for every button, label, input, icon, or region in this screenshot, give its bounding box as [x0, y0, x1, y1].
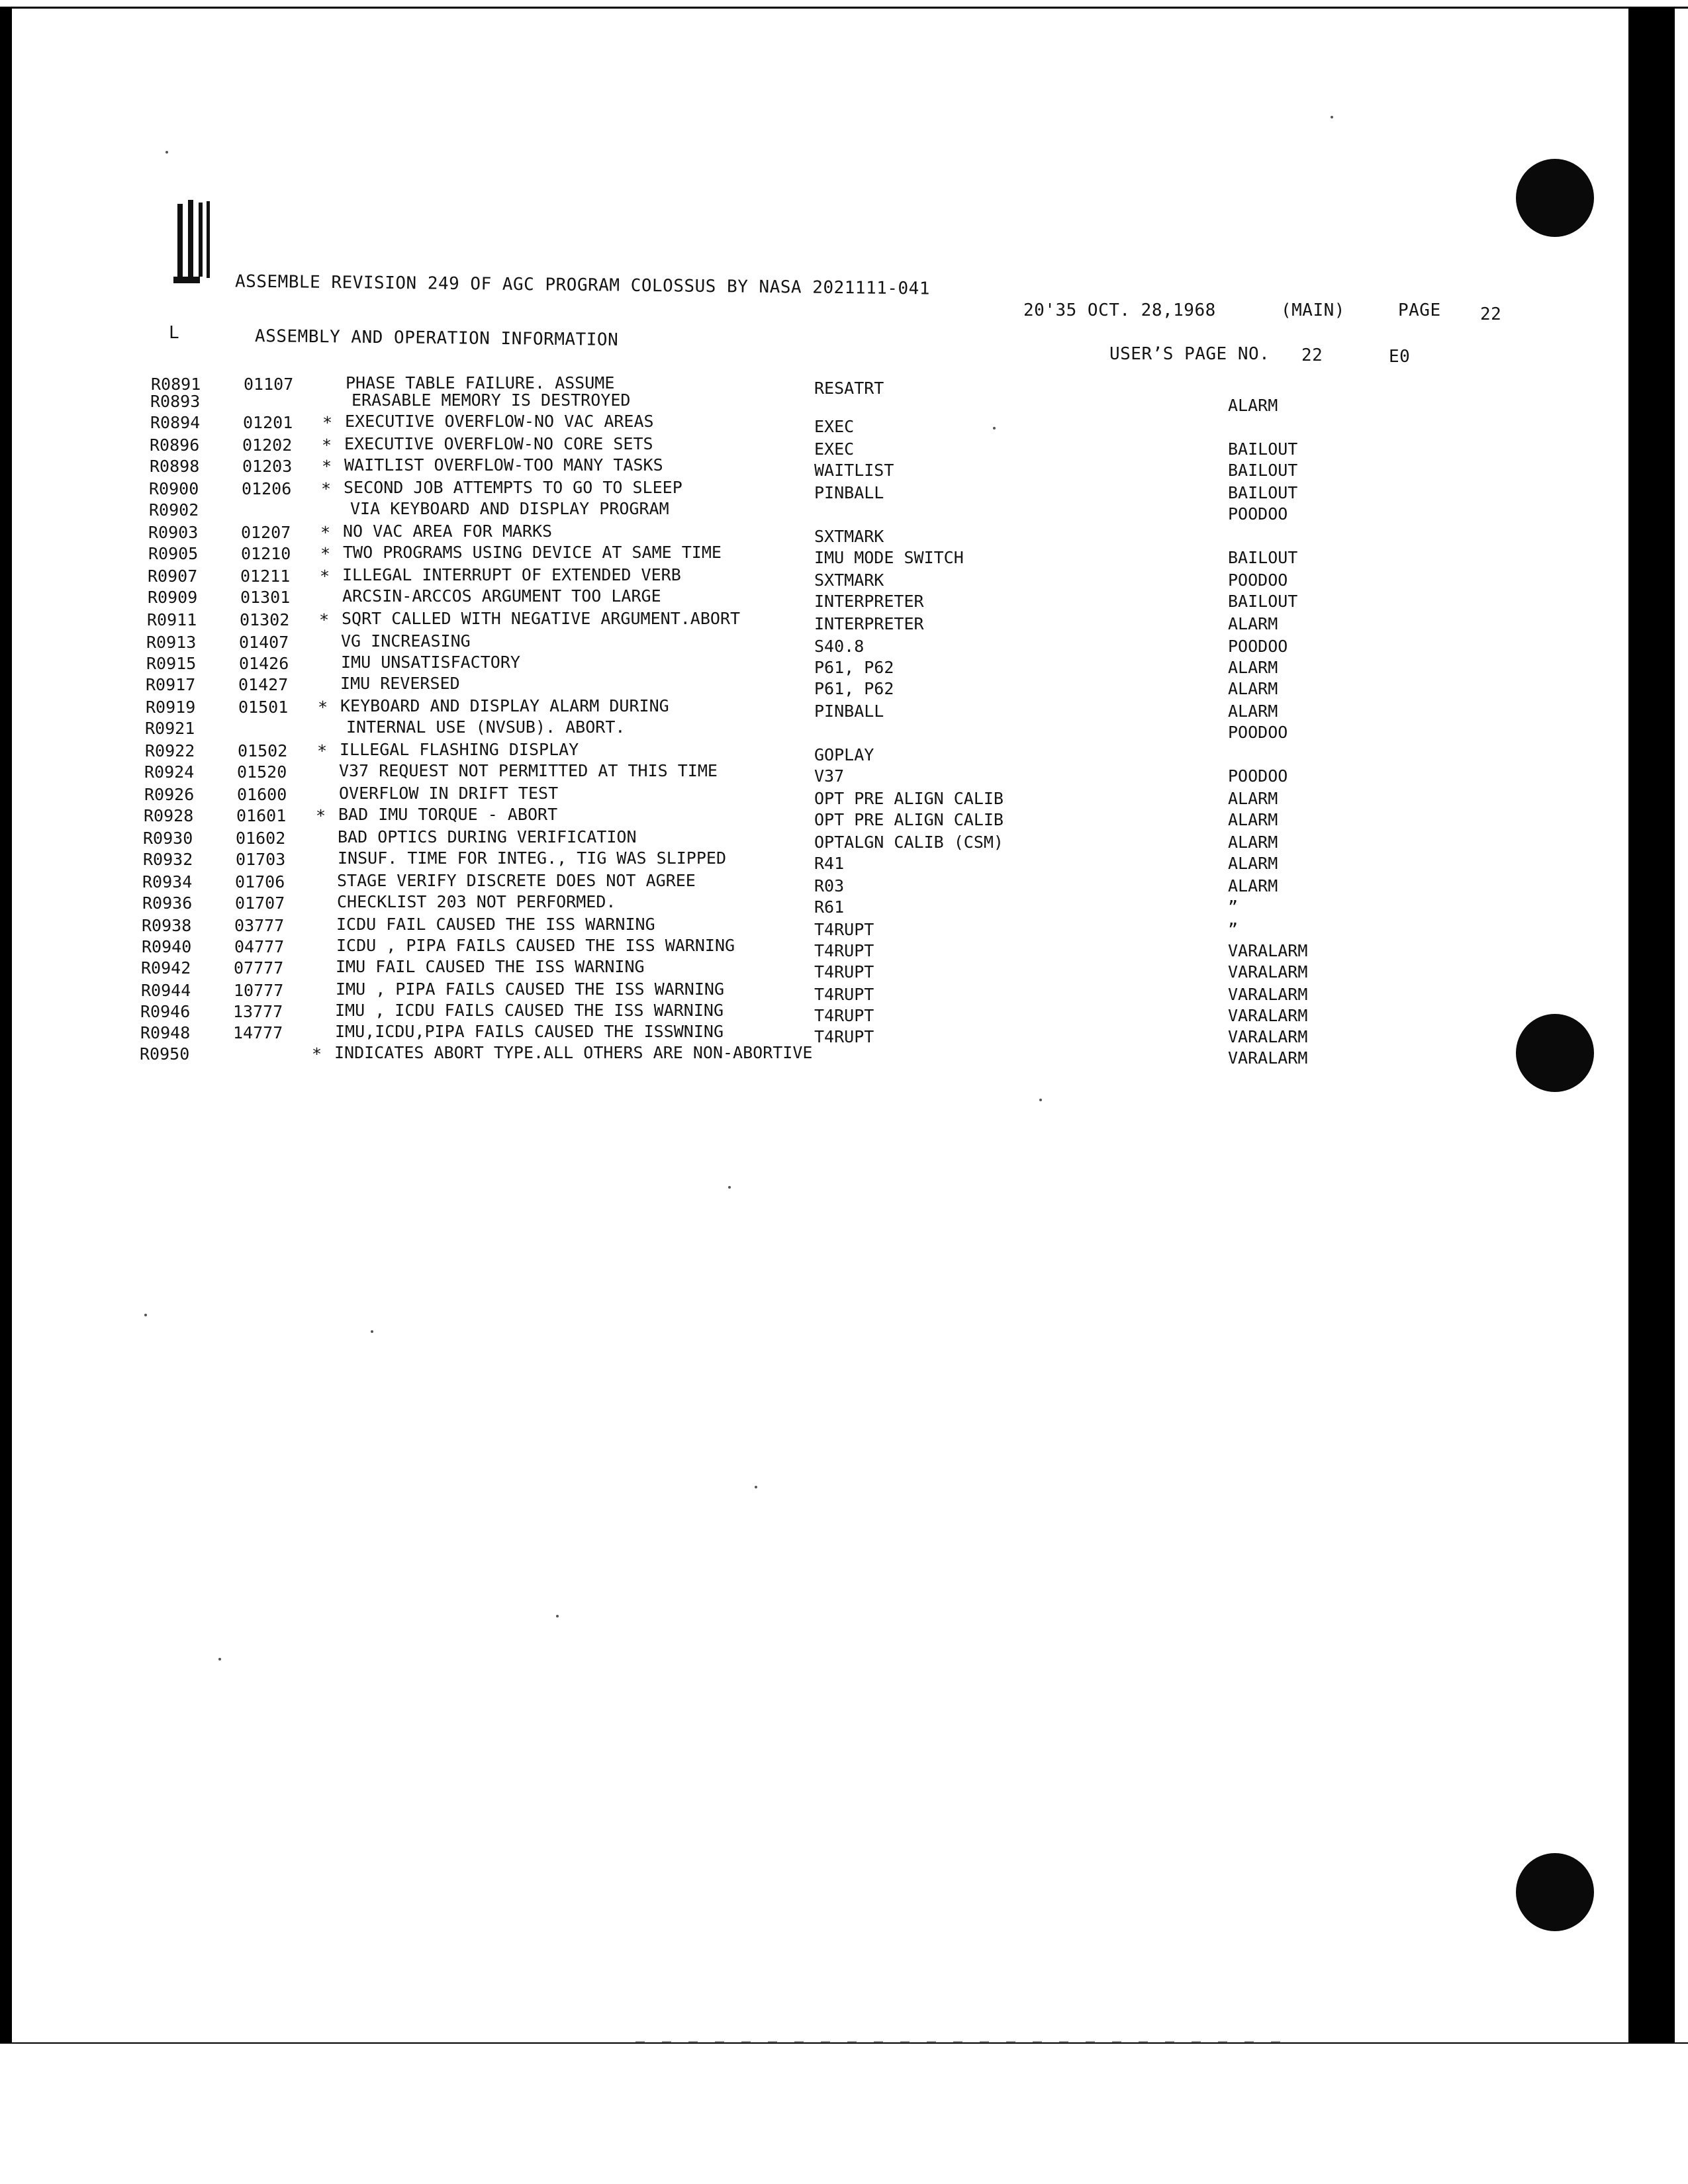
alarm-type: BAILOUT	[1228, 461, 1298, 480]
revision-line-number: R0932	[143, 850, 193, 869]
alarm-type: ALARM	[1228, 702, 1278, 721]
user-page-label: USER’S PAGE NO.	[1109, 344, 1270, 364]
detecting-routine: RESATRT	[814, 379, 884, 398]
alarm-type: VARALARM	[1228, 962, 1308, 981]
detecting-routine: SXTMARK	[814, 527, 884, 546]
assembly-timestamp: 20'35 OCT. 28,1968	[1023, 300, 1216, 320]
alarm-code: 14777	[233, 1023, 283, 1042]
alarm-code: 03777	[234, 916, 285, 935]
alarm-code: 01206	[242, 479, 292, 498]
alarm-code: 01107	[244, 375, 294, 394]
listing-row	[0, 741, 1589, 763]
revision-line-number: R0903	[148, 523, 199, 542]
alarm-type: ALARM	[1228, 679, 1278, 698]
alarm-description: INDICATES ABORT TYPE.ALL OTHERS ARE NON-ABORTIVE	[334, 1043, 813, 1062]
scan-speck	[728, 1186, 731, 1189]
revision-line-number: R0924	[144, 762, 195, 782]
detecting-routine: EXEC	[814, 417, 855, 436]
detecting-routine: S40.8	[814, 637, 865, 656]
scan-speck	[371, 1330, 373, 1333]
section-title: ASSEMBLY AND OPERATION INFORMATION	[254, 326, 619, 350]
alarm-description: ICDU FAIL CAUSED THE ISS WARNING	[336, 915, 655, 934]
alarm-description: STAGE VERIFY DISCRETE DOES NOT AGREE	[337, 871, 696, 890]
alarm-description: VG INCREASING	[341, 631, 471, 651]
alarm-description: PHASE TABLE FAILURE. ASSUME	[346, 373, 615, 392]
detecting-routine: SXTMARK	[814, 570, 884, 590]
scan-speck	[144, 1314, 147, 1316]
listing-row	[0, 698, 1589, 719]
detecting-routine: T4RUPT	[814, 1027, 874, 1046]
alarm-code: 01602	[236, 829, 286, 848]
alarm-type: ALARM	[1228, 854, 1278, 873]
revision-line-number: R0915	[146, 654, 197, 673]
revision-line-number: R0917	[146, 675, 196, 694]
scan-speck	[218, 1658, 221, 1661]
abort-marker: *	[322, 435, 332, 455]
revision-line-number: R0926	[144, 785, 195, 804]
revision-line-number: R0928	[144, 806, 194, 825]
listing-row	[0, 544, 1589, 566]
alarm-description: ICDU , PIPA FAILS CAUSED THE ISS WARNING	[336, 936, 735, 955]
revision-line-number: R0922	[145, 741, 195, 760]
listing-row	[0, 1044, 1589, 1066]
revision-line-number: R0894	[150, 413, 201, 432]
revision-line-number: R0940	[142, 937, 192, 956]
alarm-description: IMU , ICDU FAILS CAUSED THE ISS WARNING	[335, 1001, 724, 1020]
alarm-description: IMU,ICDU,PIPA FAILS CAUSED THE ISSWNING	[335, 1022, 724, 1041]
revision-line-number: R0950	[140, 1044, 190, 1064]
revision-line-number: R0936	[142, 893, 193, 913]
detecting-routine: T4RUPT	[814, 941, 874, 960]
detecting-routine: V37	[814, 766, 845, 786]
abort-marker: *	[316, 806, 326, 825]
alarm-code: 01426	[239, 654, 289, 673]
alarm-description: SQRT CALLED WITH NEGATIVE ARGUMENT.ABORT	[342, 609, 741, 628]
detecting-routine: T4RUPT	[814, 920, 874, 939]
listing-row	[0, 435, 1589, 457]
scan-speck	[993, 427, 996, 430]
revision-line-number: R0944	[141, 981, 191, 1000]
alarm-description: ARCSIN-ARCCOS ARGUMENT TOO LARGE	[342, 586, 661, 606]
alarm-description: ERASABLE MEMORY IS DESTROYED	[352, 390, 631, 410]
alarm-code: 01707	[235, 893, 285, 913]
alarm-description: BAD IMU TORQUE - ABORT	[338, 805, 558, 824]
listing-row	[0, 500, 1589, 522]
scan-speck	[556, 1615, 559, 1617]
alarm-type: VARALARM	[1228, 941, 1308, 960]
alarm-type: VARALARM	[1228, 1048, 1308, 1068]
alarm-type: POODOO	[1228, 637, 1288, 656]
alarm-description: IMU FAIL CAUSED THE ISS WARNING	[336, 957, 645, 976]
alarm-type: ALARM	[1228, 396, 1278, 415]
alarm-type: VARALARM	[1228, 1027, 1308, 1046]
revision-line-number: R0919	[146, 698, 196, 717]
scan-speck	[755, 1486, 757, 1488]
alarm-type: ALARM	[1228, 810, 1278, 829]
listing-row	[0, 1023, 1589, 1045]
detecting-routine: T4RUPT	[814, 962, 874, 981]
alarm-type: VARALARM	[1228, 985, 1308, 1004]
listing-row	[0, 762, 1589, 784]
alarm-type: ALARM	[1228, 789, 1278, 808]
alarm-type: POODOO	[1228, 504, 1288, 523]
section-label: (MAIN)	[1281, 300, 1345, 320]
revision-line-number: R0902	[149, 500, 199, 520]
listing-title: ASSEMBLE REVISION 249 OF AGC PROGRAM COLOSSUS BY NASA 2021111-041	[234, 271, 931, 299]
alarm-description: VIA KEYBOARD AND DISPLAY PROGRAM	[350, 499, 669, 518]
listing-row	[0, 719, 1589, 741]
revision-line-number: R0948	[140, 1023, 191, 1042]
listing-row	[0, 785, 1589, 807]
alarm-code: 01207	[241, 523, 291, 542]
listing-row	[0, 392, 1589, 414]
revision-line-number: R0934	[142, 872, 193, 891]
alarm-code: 01502	[238, 741, 288, 760]
listing-row	[0, 413, 1589, 435]
revision-line-number: R0909	[148, 588, 198, 607]
alarm-code: 01302	[240, 610, 290, 629]
revision-line-number: R0907	[148, 567, 198, 586]
abort-marker: *	[322, 413, 333, 432]
alarm-type: BAILOUT	[1228, 548, 1298, 567]
alarm-description: IMU , PIPA FAILS CAUSED THE ISS WARNING	[336, 979, 724, 999]
alarm-type: VARALARM	[1228, 1006, 1308, 1025]
listing-row	[0, 588, 1589, 610]
revision-line-number: R0891	[151, 375, 201, 394]
detecting-routine: OPTALGN CALIB (CSM)	[814, 833, 1004, 852]
listing-row	[0, 806, 1589, 828]
listing-row	[0, 958, 1589, 980]
alarm-type: ALARM	[1228, 658, 1278, 677]
alarm-code: 07777	[234, 958, 284, 978]
user-page-number: 22	[1301, 345, 1323, 365]
alarm-description: NO VAC AREA FOR MARKS	[343, 522, 553, 541]
alarm-code: 01601	[236, 806, 287, 825]
revision-line-number: R0911	[147, 610, 197, 629]
abort-marker: *	[319, 610, 330, 629]
revision-line-number: R0946	[140, 1002, 191, 1021]
alarm-type: BAILOUT	[1228, 439, 1298, 459]
abort-marker: *	[312, 1044, 322, 1064]
listing-row	[0, 1002, 1589, 1024]
detecting-routine: P61, P62	[814, 658, 894, 677]
listing-row	[0, 654, 1589, 676]
alarm-description: BAD OPTICS DURING VERIFICATION	[338, 827, 637, 846]
scan-artifact-line	[635, 2041, 1297, 2042]
detecting-routine: INTERPRETER	[814, 614, 924, 633]
alarm-code: 01501	[238, 698, 289, 717]
alarm-description: WAITLIST OVERFLOW-TOO MANY TASKS	[344, 455, 663, 475]
revision-line-number: R0930	[143, 829, 193, 848]
abort-marker: *	[321, 479, 332, 498]
listing-row	[0, 893, 1589, 915]
alarm-description: EXECUTIVE OVERFLOW-NO CORE SETS	[344, 434, 653, 453]
abort-marker: *	[320, 523, 331, 542]
detecting-routine: R41	[814, 854, 845, 873]
alarm-type: BAILOUT	[1228, 592, 1298, 611]
alarm-code: 13777	[233, 1002, 283, 1021]
revision-line-number: R0893	[150, 392, 201, 411]
listing-row	[0, 829, 1589, 850]
abort-marker: *	[320, 567, 330, 586]
revision-line-number: R0896	[150, 435, 200, 455]
alarm-type: ”	[1228, 897, 1239, 917]
detecting-routine: IMU MODE SWITCH	[814, 548, 964, 567]
alarm-description: V37 REQUEST NOT PERMITTED AT THIS TIME	[339, 761, 718, 780]
alarm-type: ”	[1228, 920, 1239, 939]
detecting-routine: PINBALL	[814, 702, 884, 721]
abort-marker: *	[322, 457, 332, 476]
scan-speck	[1331, 116, 1333, 118]
alarm-type: BAILOUT	[1228, 483, 1298, 502]
listing-row	[0, 872, 1589, 894]
detecting-routine: GOPLAY	[814, 745, 874, 764]
alarm-code: 01210	[241, 544, 291, 563]
alarm-code: 10777	[234, 981, 284, 1000]
revision-line-number: R0905	[148, 544, 199, 563]
alarm-description: ILLEGAL FLASHING DISPLAY	[340, 740, 579, 759]
abort-marker: *	[317, 741, 328, 760]
detecting-routine: WAITLIST	[814, 461, 894, 480]
alarm-type: ALARM	[1228, 614, 1278, 633]
detecting-routine: OPT PRE ALIGN CALIB	[814, 789, 1004, 808]
revision-line-number: R0938	[142, 916, 192, 935]
detecting-routine: R03	[814, 876, 845, 895]
alarm-code: 01520	[237, 762, 287, 782]
alarm-type: POODOO	[1228, 723, 1288, 742]
alarm-description: TWO PROGRAMS USING DEVICE AT SAME TIME	[343, 543, 722, 562]
alarm-type: POODOO	[1228, 766, 1288, 786]
alarm-code: 01706	[235, 872, 285, 891]
page-number: 22	[1480, 304, 1502, 324]
alarm-description: INTERNAL USE (NVSUB). ABORT.	[346, 717, 626, 737]
revision-line-number: R0913	[146, 633, 197, 652]
detecting-routine: R61	[814, 897, 845, 917]
alarm-code: 01201	[243, 413, 293, 432]
revision-line-number: R0942	[141, 958, 191, 978]
listing-row	[0, 937, 1589, 959]
revision-line-number: R0900	[149, 479, 199, 498]
alarm-type: ALARM	[1228, 876, 1278, 895]
left-marker: L	[169, 323, 180, 343]
alarm-code: 01203	[242, 457, 293, 476]
listing-row	[0, 523, 1589, 545]
listing-row	[0, 633, 1589, 655]
alarm-description: EXECUTIVE OVERFLOW-NO VAC AREAS	[345, 412, 654, 431]
listing-row	[0, 916, 1589, 938]
detecting-routine: P61, P62	[814, 679, 894, 698]
listing-row	[0, 675, 1589, 697]
alarm-code: 01427	[238, 675, 289, 694]
abort-marker: *	[320, 544, 331, 563]
alarm-code: 01211	[240, 567, 291, 586]
alarm-code: 01600	[237, 785, 287, 804]
alarm-code: 01202	[242, 435, 293, 455]
alarm-type: ALARM	[1228, 833, 1278, 852]
alarm-description: INSUF. TIME FOR INTEG., TIG WAS SLIPPED	[338, 848, 726, 868]
detecting-routine: OPT PRE ALIGN CALIB	[814, 810, 1004, 829]
alarm-description: SECOND JOB ATTEMPTS TO GO TO SLEEP	[344, 478, 682, 497]
alarm-description: IMU REVERSED	[340, 674, 460, 693]
listing-row	[0, 567, 1589, 588]
detecting-routine: PINBALL	[814, 483, 884, 502]
alarm-description: ILLEGAL INTERRUPT OF EXTENDED VERB	[342, 565, 681, 584]
scan-speck	[1039, 1099, 1042, 1101]
page-label: PAGE	[1398, 300, 1441, 320]
listing-row	[0, 850, 1589, 872]
detecting-routine: T4RUPT	[814, 1006, 874, 1025]
alarm-description: OVERFLOW IN DRIFT TEST	[339, 784, 559, 803]
listing-row	[0, 981, 1589, 1003]
alarm-code: 01703	[236, 850, 286, 869]
alarm-code: 01407	[239, 633, 289, 652]
alarm-type: POODOO	[1228, 570, 1288, 590]
detecting-routine: INTERPRETER	[814, 592, 924, 611]
detecting-routine: EXEC	[814, 439, 855, 459]
listing-row	[0, 610, 1589, 632]
alarm-description: IMU UNSATISFACTORY	[341, 653, 520, 672]
alarm-description: CHECKLIST 203 NOT PERFORMED.	[337, 892, 616, 911]
listing-row	[0, 457, 1589, 478]
detecting-routine: T4RUPT	[814, 985, 874, 1004]
right-code: E0	[1389, 347, 1411, 367]
revision-line-number: R0898	[150, 457, 200, 476]
alarm-code: 01301	[240, 588, 291, 607]
scan-speck	[165, 151, 168, 154]
alarm-code: 04777	[234, 937, 285, 956]
alarm-description: KEYBOARD AND DISPLAY ALARM DURING	[340, 696, 669, 715]
listing-row	[0, 479, 1589, 501]
abort-marker: *	[318, 698, 328, 717]
revision-line-number: R0921	[145, 719, 195, 738]
